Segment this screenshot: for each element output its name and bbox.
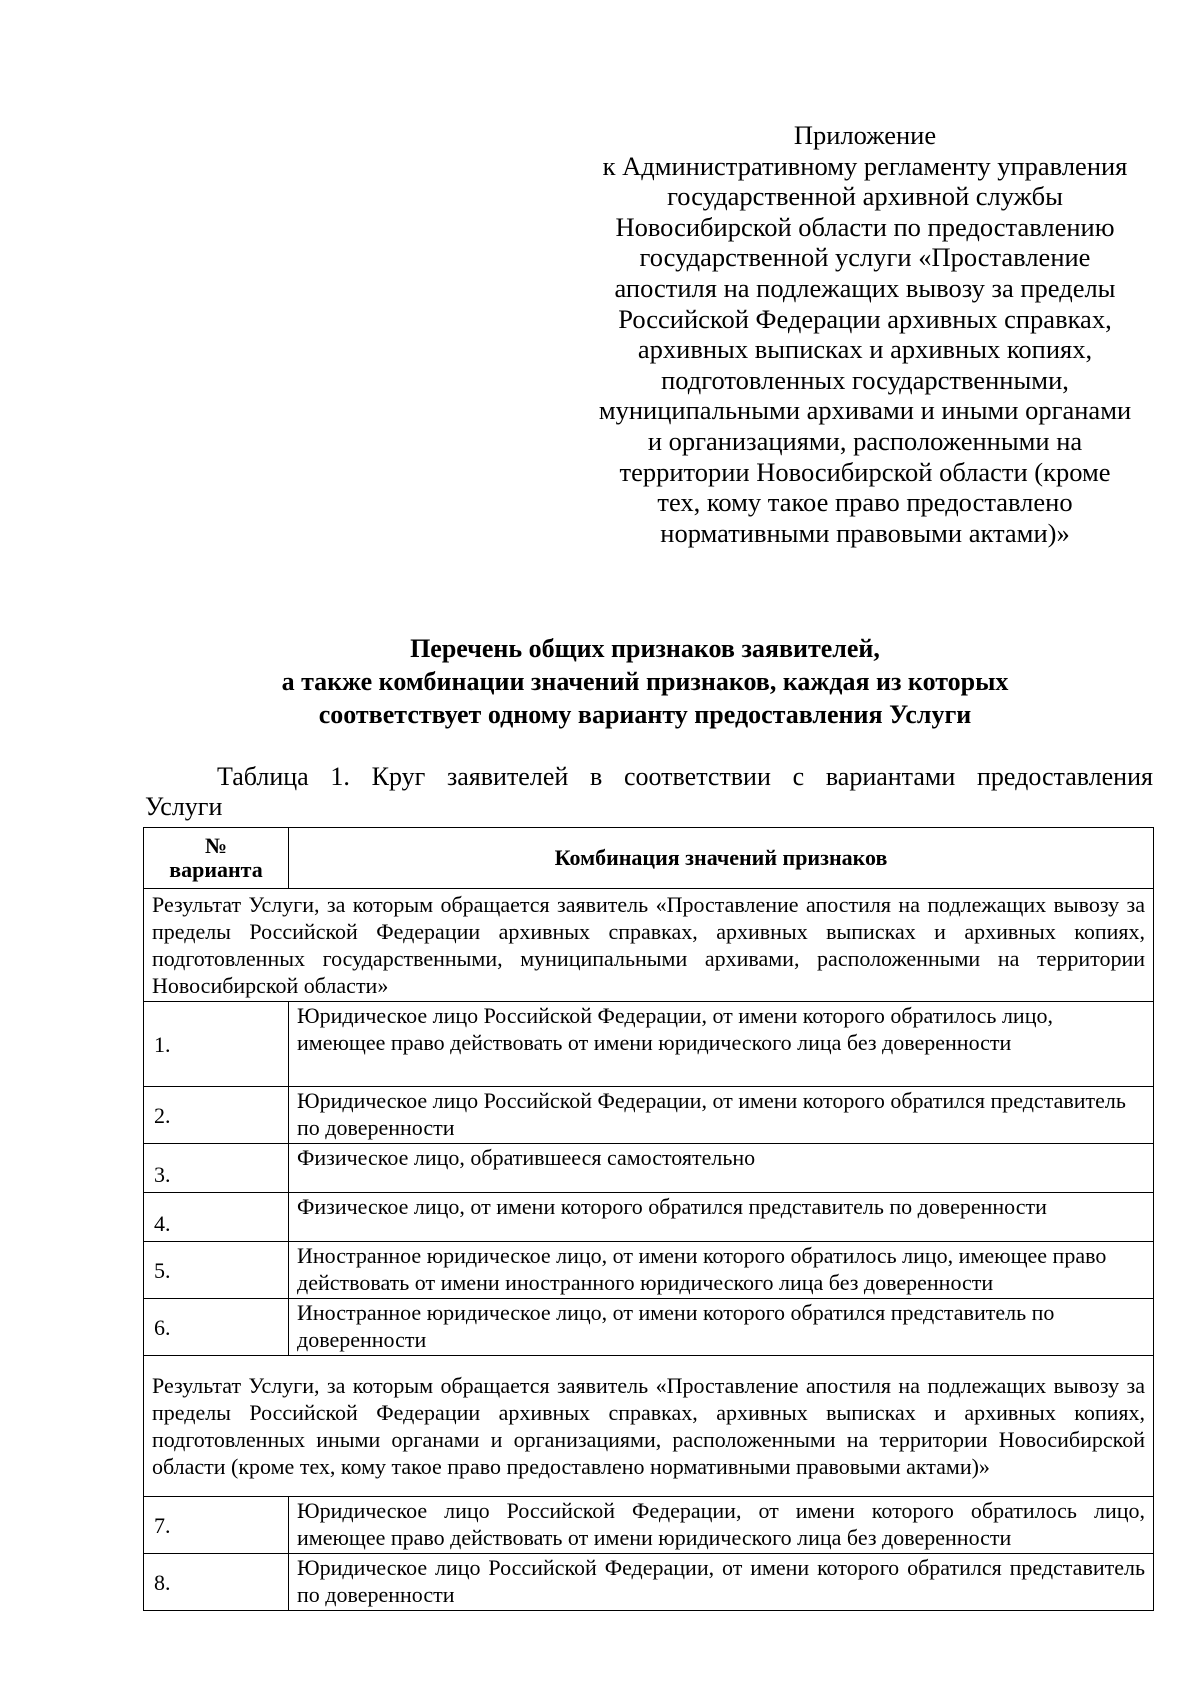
caption-line-1 bbox=[145, 762, 1153, 792]
variant-number: 5. bbox=[144, 1242, 289, 1299]
variant-description: Иностранное юридическое лицо, от имени которого обратилось лицо, имеющее право действовать от имени иностранного юридического лица без доверенности bbox=[289, 1242, 1154, 1299]
caption-word: предоставления bbox=[976, 762, 1153, 791]
table-row bbox=[144, 1242, 1154, 1299]
appendix-line: государственной услуги «Проставление bbox=[639, 242, 1091, 273]
header-combination: Комбинация значений признаков bbox=[289, 828, 1154, 889]
appendix-line: тех, кому такое право предоставлено bbox=[657, 487, 1073, 518]
table-row bbox=[144, 1497, 1154, 1554]
variant-number: 3. bbox=[144, 1144, 289, 1193]
caption-word: с bbox=[792, 762, 805, 791]
table-row bbox=[144, 1299, 1154, 1356]
appendix-line: архивных выписках и архивных копиях, bbox=[637, 334, 1093, 365]
caption-word: Круг bbox=[371, 762, 426, 791]
variant-description: Юридическое лицо Российской Федерации, от имени которого обратился представитель по доверенности bbox=[289, 1554, 1154, 1611]
variant-description: Юридическое лицо Российской Федерации, от имени которого обратился представитель по доверенности bbox=[289, 1087, 1154, 1144]
variant-number: 2. bbox=[144, 1087, 289, 1144]
applicants-table bbox=[143, 827, 1154, 1611]
variant-description: Физическое лицо, обратившееся самостоятельно bbox=[289, 1144, 1154, 1193]
variant-number: 8. bbox=[144, 1554, 289, 1611]
variant-description: Физическое лицо, от имени которого обратился представитель по доверенности bbox=[289, 1193, 1154, 1242]
variant-description: Юридическое лицо Российской Федерации, от имени которого обратилось лицо, имеющее право действовать от имени юридического лица без доверенности bbox=[289, 1497, 1154, 1554]
table-row bbox=[144, 1144, 1154, 1193]
table-row bbox=[144, 1002, 1154, 1087]
variant-description: Юридическое лицо Российской Федерации, от имени которого обратилось лицо, имеющее право действовать от имени юридического лица без доверенности bbox=[289, 1002, 1154, 1087]
caption-word: в bbox=[589, 762, 603, 791]
table-header-row bbox=[144, 828, 1154, 889]
appendix-line: к Административному регламенту управления bbox=[602, 150, 1128, 181]
appendix-line: Приложение bbox=[793, 120, 937, 150]
appendix-line: Российской Федерации архивных справках, bbox=[618, 303, 1112, 334]
table-caption bbox=[145, 762, 1153, 822]
appendix-line: Новосибирской области по предоставлению bbox=[615, 211, 1115, 242]
header-variant-number bbox=[144, 828, 289, 889]
variant-number: 7. bbox=[144, 1497, 289, 1554]
appendix-line: и организациями, расположенными на bbox=[647, 425, 1083, 456]
table-row bbox=[144, 1087, 1154, 1144]
caption-word: вариантами bbox=[825, 762, 956, 791]
header-number-sign: № bbox=[204, 833, 228, 858]
variant-number: 4. bbox=[144, 1193, 289, 1242]
header-variant-label: варианта bbox=[169, 857, 263, 882]
heading-line: Перечень общих признаков заявителей, bbox=[410, 634, 880, 663]
appendix-line: территории Новосибирской области (кроме bbox=[619, 456, 1111, 487]
caption-word: соответствии bbox=[623, 762, 771, 791]
variant-number: 6. bbox=[144, 1299, 289, 1356]
appendix-line: государственной архивной службы bbox=[667, 181, 1063, 212]
appendix-line: подготовленных государственными, bbox=[661, 364, 1069, 395]
document-heading bbox=[140, 632, 1150, 731]
variant-number: 1. bbox=[144, 1002, 289, 1087]
table-row bbox=[144, 1193, 1154, 1242]
caption-word: Таблица bbox=[217, 762, 309, 791]
section-result-2: Результат Услуги, за которым обращается заявитель «Проставление апостиля на подлежащих вывозу за пределы Российской Федерации архивных справках, архивных выписках и архивных копиях, подготовленных иными органами и организациями, расположенными на территории Новосибирской области (кроме тех, кому такое право предоставлено нормативными правовыми актами)» bbox=[144, 1356, 1154, 1497]
heading-line: а также комбинации значений признаков, каждая из которых bbox=[281, 667, 1009, 696]
heading-line: соответствует одному варианту предоставления Услуги bbox=[318, 700, 972, 729]
appendix-line: апостиля на подлежащих вывозу за пределы bbox=[614, 272, 1116, 303]
caption-word: заявителей bbox=[446, 762, 569, 791]
table-row bbox=[144, 1554, 1154, 1611]
variant-description: Иностранное юридическое лицо, от имени которого обратился представитель по доверенности bbox=[289, 1299, 1154, 1356]
caption-line-2: Услуги bbox=[145, 792, 223, 821]
caption-word: 1. bbox=[330, 762, 350, 791]
section-result-1: Результат Услуги, за которым обращается заявитель «Проставление апостиля на подлежащих вывозу за пределы Российской Федерации архивных справках, архивных выписках и архивных копиях, подготовленных государственными, муниципальными архивами, расположенными на территории Новосибирской области» bbox=[144, 889, 1154, 1002]
appendix-block bbox=[575, 120, 1155, 548]
appendix-line: муниципальными архивами и иными органами bbox=[598, 395, 1132, 426]
section-row bbox=[144, 1356, 1154, 1497]
section-row bbox=[144, 889, 1154, 1002]
appendix-line: нормативными правовыми актами)» bbox=[660, 517, 1070, 548]
